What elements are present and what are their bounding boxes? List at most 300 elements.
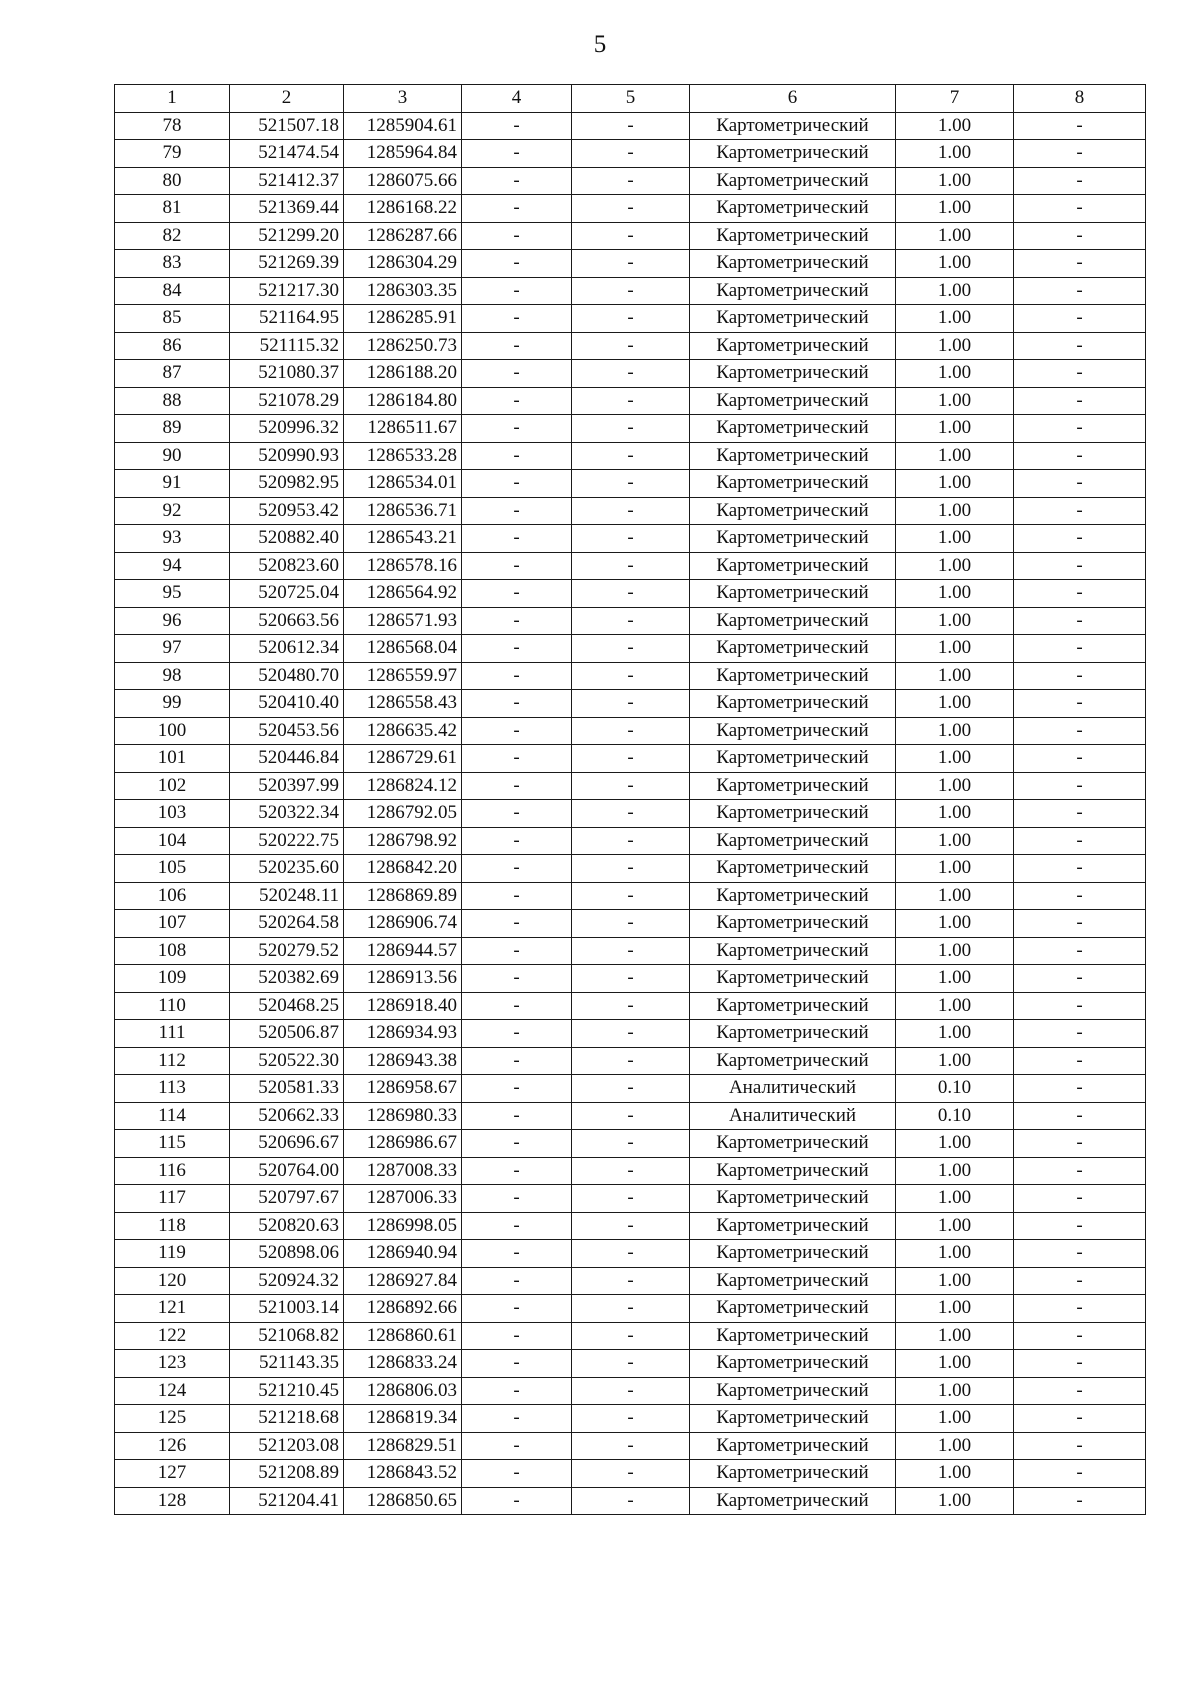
table-row: [115, 855, 1146, 883]
header-cell-col-5: 5: [572, 85, 690, 113]
table-cell-col-2: 520410.40: [230, 690, 344, 718]
table-cell-col-8: -: [1014, 140, 1146, 168]
table-cell-col-5: -: [572, 772, 690, 800]
table-cell-col-2: 521474.54: [230, 140, 344, 168]
table-cell-col-4: -: [462, 1047, 572, 1075]
table-row: [115, 1350, 1146, 1378]
table-cell-col-4: -: [462, 937, 572, 965]
table-cell-col-2: 520264.58: [230, 910, 344, 938]
table-cell-col-7: 1.00: [896, 305, 1014, 333]
table-cell-col-4: -: [462, 662, 572, 690]
table-cell-col-7: 1.00: [896, 140, 1014, 168]
table-cell-col-4: -: [462, 800, 572, 828]
table-cell-col-1: 91: [115, 470, 230, 498]
table-cell-col-1: 110: [115, 992, 230, 1020]
table-cell-col-6: Картометрический: [690, 607, 896, 635]
table-cell-col-7: 1.00: [896, 167, 1014, 195]
table-cell-col-5: -: [572, 965, 690, 993]
table-cell-col-3: 1286958.67: [344, 1075, 462, 1103]
table-cell-col-3: 1286833.24: [344, 1350, 462, 1378]
table-cell-col-4: -: [462, 607, 572, 635]
table-cell-col-4: -: [462, 1020, 572, 1048]
table-cell-col-7: 1.00: [896, 360, 1014, 388]
table-cell-col-4: -: [462, 1295, 572, 1323]
table-cell-col-8: -: [1014, 1432, 1146, 1460]
table-cell-col-3: 1286287.66: [344, 222, 462, 250]
table-cell-col-3: 1286934.93: [344, 1020, 462, 1048]
table-cell-col-3: 1286571.93: [344, 607, 462, 635]
table-cell-col-6: Картометрический: [690, 1322, 896, 1350]
table-cell-col-1: 89: [115, 415, 230, 443]
table-cell-col-2: 520248.11: [230, 882, 344, 910]
table-cell-col-1: 128: [115, 1487, 230, 1515]
table-cell-col-1: 86: [115, 332, 230, 360]
table-cell-col-3: 1286944.57: [344, 937, 462, 965]
table-cell-col-5: -: [572, 1432, 690, 1460]
table-cell-col-8: -: [1014, 580, 1146, 608]
table-cell-col-1: 101: [115, 745, 230, 773]
table-cell-col-8: -: [1014, 717, 1146, 745]
table-cell-col-5: -: [572, 1350, 690, 1378]
table-row: [115, 552, 1146, 580]
table-cell-col-1: 108: [115, 937, 230, 965]
table-body: [115, 112, 1146, 1515]
table-cell-col-4: -: [462, 1185, 572, 1213]
table-cell-col-6: Картометрический: [690, 222, 896, 250]
table-cell-col-7: 1.00: [896, 112, 1014, 140]
table-cell-col-3: 1286792.05: [344, 800, 462, 828]
table-cell-col-1: 115: [115, 1130, 230, 1158]
table-cell-col-2: 520453.56: [230, 717, 344, 745]
table-cell-col-7: 1.00: [896, 772, 1014, 800]
table-cell-col-8: -: [1014, 387, 1146, 415]
table-cell-col-2: 520279.52: [230, 937, 344, 965]
table-cell-col-3: 1286927.84: [344, 1267, 462, 1295]
table-cell-col-4: -: [462, 882, 572, 910]
table-cell-col-6: Картометрический: [690, 360, 896, 388]
table-cell-col-3: 1286188.20: [344, 360, 462, 388]
table-cell-col-1: 114: [115, 1102, 230, 1130]
table-cell-col-2: 520990.93: [230, 442, 344, 470]
table-cell-col-8: -: [1014, 1322, 1146, 1350]
table-cell-col-5: -: [572, 277, 690, 305]
table-cell-col-5: -: [572, 1102, 690, 1130]
table-cell-col-6: Картометрический: [690, 442, 896, 470]
table-cell-col-8: -: [1014, 690, 1146, 718]
table-cell-col-7: 1.00: [896, 387, 1014, 415]
table-cell-col-5: -: [572, 112, 690, 140]
table-cell-col-2: 520996.32: [230, 415, 344, 443]
table-cell-col-4: -: [462, 992, 572, 1020]
table-cell-col-4: -: [462, 1322, 572, 1350]
table-cell-col-4: -: [462, 772, 572, 800]
table-row: [115, 1185, 1146, 1213]
header-cell-col-4: 4: [462, 85, 572, 113]
table-cell-col-8: -: [1014, 635, 1146, 663]
table-row: [115, 580, 1146, 608]
table-cell-col-8: -: [1014, 525, 1146, 553]
table-cell-col-1: 81: [115, 195, 230, 223]
table-cell-col-3: 1286829.51: [344, 1432, 462, 1460]
table-cell-col-6: Картометрический: [690, 662, 896, 690]
table-cell-col-1: 85: [115, 305, 230, 333]
table-cell-col-5: -: [572, 1075, 690, 1103]
table-cell-col-7: 1.00: [896, 525, 1014, 553]
table-cell-col-3: 1286536.71: [344, 497, 462, 525]
table-cell-col-8: -: [1014, 1487, 1146, 1515]
table-cell-col-8: -: [1014, 1185, 1146, 1213]
table-cell-col-2: 521217.30: [230, 277, 344, 305]
table-cell-col-4: -: [462, 580, 572, 608]
table-cell-col-2: 520322.34: [230, 800, 344, 828]
table-cell-col-3: 1286250.73: [344, 332, 462, 360]
table-cell-col-4: -: [462, 332, 572, 360]
table-cell-col-8: -: [1014, 497, 1146, 525]
table-cell-col-5: -: [572, 1212, 690, 1240]
table-cell-col-8: -: [1014, 195, 1146, 223]
table-cell-col-3: 1286860.61: [344, 1322, 462, 1350]
table-cell-col-4: -: [462, 1075, 572, 1103]
table-cell-col-4: -: [462, 965, 572, 993]
table-cell-col-1: 83: [115, 250, 230, 278]
table-cell-col-6: Картометрический: [690, 882, 896, 910]
table-cell-col-8: -: [1014, 1047, 1146, 1075]
table-cell-col-2: 521080.37: [230, 360, 344, 388]
table-row: [115, 1405, 1146, 1433]
table-cell-col-4: -: [462, 1157, 572, 1185]
table-cell-col-3: 1286842.20: [344, 855, 462, 883]
table-cell-col-1: 124: [115, 1377, 230, 1405]
table-cell-col-1: 117: [115, 1185, 230, 1213]
table-cell-col-1: 119: [115, 1240, 230, 1268]
table-cell-col-5: -: [572, 497, 690, 525]
table-cell-col-8: -: [1014, 1377, 1146, 1405]
table-cell-col-5: -: [572, 1322, 690, 1350]
table-cell-col-7: 1.00: [896, 800, 1014, 828]
table-cell-col-3: 1286578.16: [344, 552, 462, 580]
table-row: [115, 387, 1146, 415]
table-cell-col-4: -: [462, 1405, 572, 1433]
table-cell-col-6: Картометрический: [690, 690, 896, 718]
table-cell-col-4: -: [462, 690, 572, 718]
table-cell-col-5: -: [572, 1240, 690, 1268]
table-cell-col-3: 1286943.38: [344, 1047, 462, 1075]
table-row: [115, 772, 1146, 800]
table-cell-col-3: 1286819.34: [344, 1405, 462, 1433]
table-cell-col-5: -: [572, 992, 690, 1020]
table-cell-col-7: 1.00: [896, 1240, 1014, 1268]
table-cell-col-6: Картометрический: [690, 910, 896, 938]
table-cell-col-1: 82: [115, 222, 230, 250]
table-cell-col-7: 1.00: [896, 1460, 1014, 1488]
table-row: [115, 1212, 1146, 1240]
table-cell-col-4: -: [462, 222, 572, 250]
table-cell-col-4: -: [462, 140, 572, 168]
table-cell-col-1: 107: [115, 910, 230, 938]
table-cell-col-1: 105: [115, 855, 230, 883]
table-cell-col-4: -: [462, 1432, 572, 1460]
table-cell-col-3: 1286913.56: [344, 965, 462, 993]
table-cell-col-8: -: [1014, 250, 1146, 278]
table-cell-col-1: 87: [115, 360, 230, 388]
table-cell-col-6: Аналитический: [690, 1075, 896, 1103]
table-cell-col-8: -: [1014, 1267, 1146, 1295]
table-cell-col-3: 1286940.94: [344, 1240, 462, 1268]
table-cell-col-8: -: [1014, 937, 1146, 965]
table-cell-col-1: 94: [115, 552, 230, 580]
table-cell-col-2: 520823.60: [230, 552, 344, 580]
table-cell-col-7: 1.00: [896, 937, 1014, 965]
table-cell-col-7: 1.00: [896, 222, 1014, 250]
table-cell-col-1: 96: [115, 607, 230, 635]
table-cell-col-7: 1.00: [896, 1020, 1014, 1048]
table-cell-col-2: 520696.67: [230, 1130, 344, 1158]
table-cell-col-6: Картометрический: [690, 580, 896, 608]
table-cell-col-5: -: [572, 1487, 690, 1515]
table-cell-col-2: 520797.67: [230, 1185, 344, 1213]
header-cell-col-2: 2: [230, 85, 344, 113]
table-cell-col-8: -: [1014, 277, 1146, 305]
table-cell-col-6: Картометрический: [690, 1047, 896, 1075]
table-cell-col-3: 1286184.80: [344, 387, 462, 415]
table-cell-col-8: -: [1014, 470, 1146, 498]
table-cell-col-1: 92: [115, 497, 230, 525]
table-cell-col-2: 521164.95: [230, 305, 344, 333]
table-row: [115, 222, 1146, 250]
table-row: [115, 442, 1146, 470]
table-row: [115, 1157, 1146, 1185]
table-row: [115, 360, 1146, 388]
table-cell-col-7: 1.00: [896, 1267, 1014, 1295]
table-cell-col-1: 79: [115, 140, 230, 168]
table-cell-col-7: 1.00: [896, 1295, 1014, 1323]
table-cell-col-5: -: [572, 552, 690, 580]
table-cell-col-2: 520222.75: [230, 827, 344, 855]
table-cell-col-3: 1286798.92: [344, 827, 462, 855]
table-cell-col-8: -: [1014, 332, 1146, 360]
table-row: [115, 250, 1146, 278]
table-cell-col-3: 1286533.28: [344, 442, 462, 470]
table-cell-col-6: Картометрический: [690, 635, 896, 663]
table-cell-col-3: 1286806.03: [344, 1377, 462, 1405]
table-cell-col-6: Картометрический: [690, 525, 896, 553]
table-cell-col-4: -: [462, 552, 572, 580]
table-cell-col-5: -: [572, 470, 690, 498]
table-cell-col-4: -: [462, 1102, 572, 1130]
table-cell-col-7: 0.10: [896, 1102, 1014, 1130]
table-cell-col-5: -: [572, 1185, 690, 1213]
table-cell-col-3: 1286729.61: [344, 745, 462, 773]
table-cell-col-2: 520480.70: [230, 662, 344, 690]
table-cell-col-5: -: [572, 525, 690, 553]
table-cell-col-2: 521208.89: [230, 1460, 344, 1488]
table-cell-col-5: -: [572, 305, 690, 333]
table-row: [115, 305, 1146, 333]
table-cell-col-7: 1.00: [896, 717, 1014, 745]
table-row: [115, 717, 1146, 745]
table-row: [115, 1047, 1146, 1075]
table-cell-col-2: 520725.04: [230, 580, 344, 608]
table-cell-col-6: Картометрический: [690, 1240, 896, 1268]
table-cell-col-7: 1.00: [896, 745, 1014, 773]
table-cell-col-4: -: [462, 387, 572, 415]
table-cell-col-1: 80: [115, 167, 230, 195]
table-cell-col-1: 78: [115, 112, 230, 140]
table-cell-col-6: Картометрический: [690, 1212, 896, 1240]
table-cell-col-2: 520522.30: [230, 1047, 344, 1075]
table-cell-col-1: 106: [115, 882, 230, 910]
table-cell-col-7: 1.00: [896, 827, 1014, 855]
table-row: [115, 1322, 1146, 1350]
table-cell-col-5: -: [572, 882, 690, 910]
table-cell-col-3: 1286906.74: [344, 910, 462, 938]
table-cell-col-6: Картометрический: [690, 1020, 896, 1048]
table-cell-col-5: -: [572, 855, 690, 883]
table-cell-col-7: 1.00: [896, 250, 1014, 278]
table-cell-col-8: -: [1014, 745, 1146, 773]
table-cell-col-5: -: [572, 607, 690, 635]
table-cell-col-1: 123: [115, 1350, 230, 1378]
table-cell-col-1: 127: [115, 1460, 230, 1488]
table-cell-col-3: 1286892.66: [344, 1295, 462, 1323]
table-cell-col-1: 93: [115, 525, 230, 553]
table-cell-col-3: 1286304.29: [344, 250, 462, 278]
table-cell-col-3: 1286075.66: [344, 167, 462, 195]
table-cell-col-5: -: [572, 140, 690, 168]
table-cell-col-5: -: [572, 1460, 690, 1488]
table-cell-col-5: -: [572, 415, 690, 443]
table-cell-col-6: Картометрический: [690, 1130, 896, 1158]
table-row: [115, 827, 1146, 855]
table-row: [115, 690, 1146, 718]
table-cell-col-5: -: [572, 717, 690, 745]
table-cell-col-1: 104: [115, 827, 230, 855]
table-cell-col-2: 521203.08: [230, 1432, 344, 1460]
table-cell-col-1: 103: [115, 800, 230, 828]
table-cell-col-3: 1286918.40: [344, 992, 462, 1020]
table-cell-col-3: 1285904.61: [344, 112, 462, 140]
table-cell-col-2: 521115.32: [230, 332, 344, 360]
table-row: [115, 1267, 1146, 1295]
table-cell-col-8: -: [1014, 827, 1146, 855]
table-row: [115, 195, 1146, 223]
table-cell-col-6: Картометрический: [690, 937, 896, 965]
table-cell-col-7: 1.00: [896, 882, 1014, 910]
table-row: [115, 1460, 1146, 1488]
table-cell-col-6: Картометрический: [690, 332, 896, 360]
table-row: [115, 937, 1146, 965]
table-row: [115, 525, 1146, 553]
table-cell-col-6: Картометрический: [690, 387, 896, 415]
table-cell-col-5: -: [572, 332, 690, 360]
table-cell-col-6: Картометрический: [690, 1267, 896, 1295]
table-cell-col-2: 520506.87: [230, 1020, 344, 1048]
table-row: [115, 635, 1146, 663]
table-cell-col-6: Картометрический: [690, 965, 896, 993]
table-cell-col-5: -: [572, 442, 690, 470]
table-cell-col-7: 1.00: [896, 855, 1014, 883]
table-cell-col-7: 1.00: [896, 580, 1014, 608]
table-cell-col-6: Картометрический: [690, 1460, 896, 1488]
table-cell-col-8: -: [1014, 1405, 1146, 1433]
table-cell-col-4: -: [462, 250, 572, 278]
table-row: [115, 992, 1146, 1020]
table-cell-col-1: 113: [115, 1075, 230, 1103]
table-row: [115, 882, 1146, 910]
table-cell-col-4: -: [462, 360, 572, 388]
table-header: [115, 85, 1146, 113]
table-cell-col-4: -: [462, 305, 572, 333]
table-cell-col-1: 116: [115, 1157, 230, 1185]
table-cell-col-1: 100: [115, 717, 230, 745]
table-cell-col-6: Картометрический: [690, 1487, 896, 1515]
table-cell-col-7: 1.00: [896, 690, 1014, 718]
table-cell-col-2: 520468.25: [230, 992, 344, 1020]
table-cell-col-1: 102: [115, 772, 230, 800]
table-cell-col-5: -: [572, 1405, 690, 1433]
table-cell-col-1: 99: [115, 690, 230, 718]
table-cell-col-8: -: [1014, 1102, 1146, 1130]
header-row: [115, 85, 1146, 113]
table-cell-col-2: 520982.95: [230, 470, 344, 498]
table-row: [115, 965, 1146, 993]
table-cell-col-5: -: [572, 1047, 690, 1075]
table-row: [115, 1102, 1146, 1130]
table-cell-col-4: -: [462, 442, 572, 470]
table-cell-col-2: 521412.37: [230, 167, 344, 195]
table-cell-col-1: 90: [115, 442, 230, 470]
table-cell-col-8: -: [1014, 167, 1146, 195]
table-cell-col-8: -: [1014, 965, 1146, 993]
coordinates-table: [114, 84, 1146, 1515]
table-cell-col-7: 1.00: [896, 1185, 1014, 1213]
table-cell-col-8: -: [1014, 1020, 1146, 1048]
table-cell-col-5: -: [572, 222, 690, 250]
table-cell-col-8: -: [1014, 1212, 1146, 1240]
table-cell-col-4: -: [462, 1212, 572, 1240]
table-cell-col-2: 520882.40: [230, 525, 344, 553]
table-cell-col-8: -: [1014, 1460, 1146, 1488]
table-cell-col-3: 1286980.33: [344, 1102, 462, 1130]
table-cell-col-2: 520612.34: [230, 635, 344, 663]
table-cell-col-3: 1286559.97: [344, 662, 462, 690]
table-cell-col-7: 1.00: [896, 442, 1014, 470]
table-cell-col-4: -: [462, 745, 572, 773]
table-cell-col-3: 1286843.52: [344, 1460, 462, 1488]
table-cell-col-5: -: [572, 662, 690, 690]
table-cell-col-4: -: [462, 717, 572, 745]
table-cell-col-7: 1.00: [896, 1047, 1014, 1075]
table-cell-col-8: -: [1014, 415, 1146, 443]
table-cell-col-2: 521369.44: [230, 195, 344, 223]
table-cell-col-7: 1.00: [896, 1432, 1014, 1460]
table-cell-col-7: 1.00: [896, 332, 1014, 360]
table-cell-col-5: -: [572, 910, 690, 938]
table-cell-col-8: -: [1014, 222, 1146, 250]
table-cell-col-1: 120: [115, 1267, 230, 1295]
table-cell-col-1: 98: [115, 662, 230, 690]
table-cell-col-5: -: [572, 1267, 690, 1295]
table-cell-col-7: 1.00: [896, 607, 1014, 635]
table-cell-col-6: Картометрический: [690, 1157, 896, 1185]
table-cell-col-8: -: [1014, 112, 1146, 140]
table-cell-col-5: -: [572, 690, 690, 718]
table-cell-col-5: -: [572, 800, 690, 828]
table-cell-col-8: -: [1014, 1075, 1146, 1103]
table-cell-col-6: Картометрический: [690, 250, 896, 278]
table-cell-col-8: -: [1014, 360, 1146, 388]
table-cell-col-2: 521204.41: [230, 1487, 344, 1515]
